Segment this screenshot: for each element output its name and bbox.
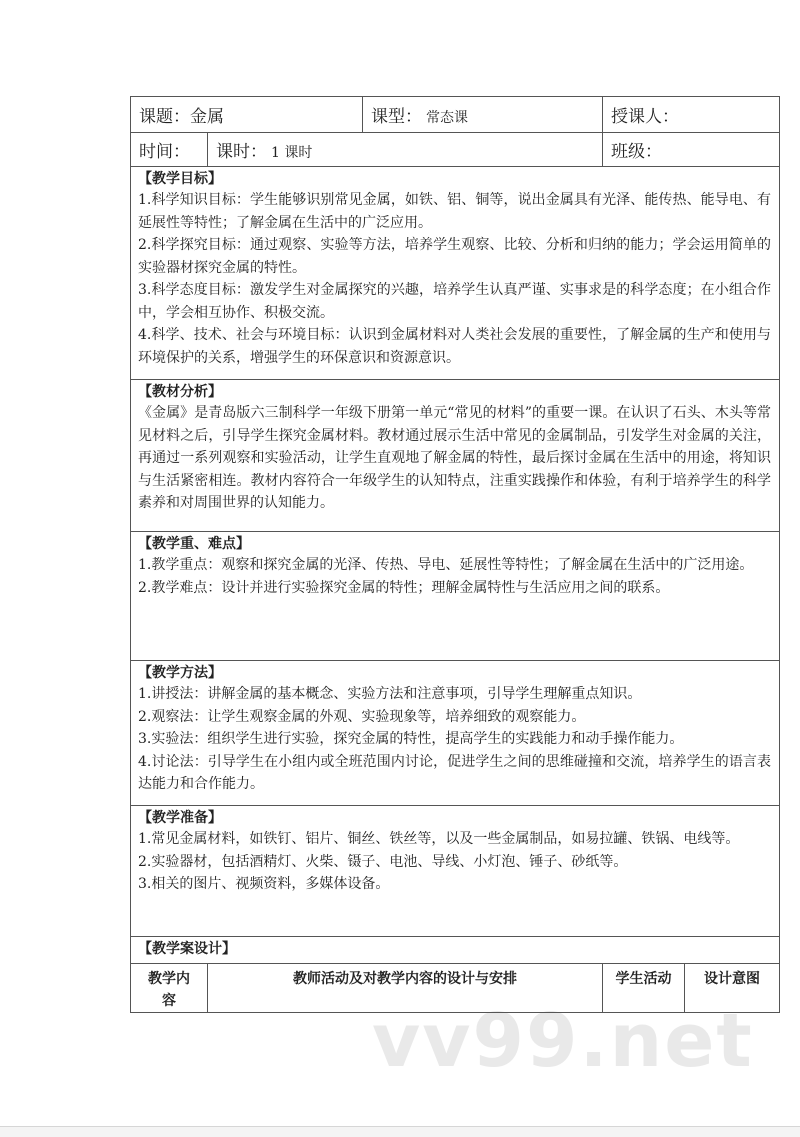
teacher-cell bbox=[603, 97, 780, 133]
preparation-title: 【教学准备】 bbox=[138, 810, 222, 826]
goals-line-4: 4.科学、技术、社会与环境目标：认识到金属材料对人类社会发展的重要性，了解金属的生产和使用与环境保护的关系，增强学生的环保意识和资源意识。 bbox=[138, 327, 771, 366]
period-value: 1 课时 bbox=[271, 145, 313, 161]
topic-value: 金属 bbox=[190, 107, 224, 127]
methods-line-1: 1.讲授法：讲解金属的基本概念、实验方法和注意事项，引导学生理解重点知识。 bbox=[138, 686, 642, 702]
design-title: 【教学案设计】 bbox=[138, 941, 236, 957]
methods-line-4: 4.讨论法：引导学生在小组内或全班范围内讨论，促进学生之间的思维碰撞和交流，培养学生的语言表达能力和合作能力。 bbox=[138, 753, 771, 792]
class-label: 班级： bbox=[611, 142, 662, 162]
goals-line-2: 2.科学探究目标：通过观察、实验等方法，培养学生观察、比较、分析和归纳的能力；学会运用简单的实验器材探究金属的特性。 bbox=[138, 237, 771, 276]
goals-line-3: 3.科学态度目标：激发学生对金属探究的兴趣，培养学生认真严谨、实事求是的科学态度；在小组合作中，学会相互协作、积极交流。 bbox=[138, 282, 771, 321]
section-preparation bbox=[131, 806, 780, 937]
keypoints-cell bbox=[131, 532, 780, 661]
type-cell bbox=[363, 97, 603, 133]
goals-title: 【教学目标】 bbox=[138, 171, 222, 187]
type-label: 课型： bbox=[371, 107, 422, 127]
section-design bbox=[131, 937, 780, 964]
period-cell bbox=[208, 133, 603, 167]
methods-title: 【教学方法】 bbox=[138, 665, 222, 681]
goals-line-1: 1.科学知识目标：学生能够识别常见金属，如铁、铝、铜等，说出金属具有光泽、能传热、能导电、有延展性等特性；了解金属在生活中的广泛应用。 bbox=[138, 192, 771, 231]
preparation-line-1: 1.常见金属材料，如铁钉、铝片、铜丝、铁丝等，以及一些金属制品，如易拉罐、铁锅、电线等。 bbox=[138, 831, 740, 847]
time-label: 时间： bbox=[139, 142, 190, 162]
col-intent-header: 设计意图 bbox=[685, 964, 780, 1013]
section-goals bbox=[131, 167, 780, 380]
class-cell bbox=[603, 133, 780, 167]
col-content-header bbox=[131, 964, 208, 1013]
section-material bbox=[131, 380, 780, 532]
col-content-line-2: 容 bbox=[162, 993, 176, 1009]
header-row-2 bbox=[131, 133, 780, 167]
methods-line-3: 3.实验法：组织学生进行实验，探究金属的特性，提高学生的实践能力和动手操作能力。 bbox=[138, 731, 684, 747]
keypoints-line-2: 2.教学难点：设计并进行实验探究金属的特性；理解金属特性与生活应用之间的联系。 bbox=[138, 579, 670, 596]
material-cell bbox=[131, 380, 780, 532]
topic-label: 课题： bbox=[139, 107, 190, 127]
header-row-1 bbox=[131, 97, 780, 133]
material-text: 《金属》是青岛版六三制科学一年级下册第一单元“常见的材料”的重要一课。在认识了石头、木头等常见材料之后，引导学生探究金属材料。教材通过展示生活中常见的金属制品，引发学生对金属的关注，再通过一系列观察和实验活动，让学生直观地了解金属的特性，最后探讨金属在生活中的用途，将知识与生活紧密相连。教材内容符合一年级学生的认知特点，注重实践操作和体验，有利于培养学生的科学素养和对周围世界的认知能力。 bbox=[138, 405, 771, 511]
preparation-line-2: 2.实验器材，包括酒精灯、火柴、镊子、电池、导线、小灯泡、锤子、砂纸等。 bbox=[138, 853, 628, 870]
page-edge-strip bbox=[0, 1127, 800, 1137]
preparation-line-3: 3.相关的图片、视频资料，多媒体设备。 bbox=[138, 876, 390, 892]
section-keypoints bbox=[131, 532, 780, 661]
preparation-cell bbox=[131, 806, 780, 937]
col-content-line-1: 教学内 bbox=[148, 971, 190, 987]
keypoints-line-1: 1.教学重点：观察和探究金属的光泽、传热、导电、延展性等特性；了解金属在生活中的广泛用途。 bbox=[138, 557, 754, 573]
design-header-row bbox=[131, 964, 780, 1013]
topic-cell bbox=[131, 97, 363, 133]
watermark-logo: vv99.net bbox=[372, 998, 754, 1084]
keypoints-title: 【教学重、难点】 bbox=[138, 536, 250, 552]
methods-cell bbox=[131, 661, 780, 806]
section-methods bbox=[131, 661, 780, 806]
col-student-header: 学生活动 bbox=[603, 964, 685, 1013]
col-teacher-header: 教师活动及对教学内容的设计与安排 bbox=[208, 964, 603, 1013]
methods-line-2: 2.观察法：让学生观察金属的外观、实验现象等，培养细致的观察能力。 bbox=[138, 708, 586, 725]
material-title: 【教材分析】 bbox=[138, 384, 222, 400]
period-label: 课时： bbox=[216, 142, 267, 162]
design-cell bbox=[131, 937, 780, 964]
teacher-label: 授课人： bbox=[611, 107, 679, 127]
lesson-plan-table bbox=[130, 96, 780, 1013]
goals-cell bbox=[131, 167, 780, 380]
time-cell bbox=[131, 133, 208, 167]
type-value: 常态课 bbox=[426, 110, 468, 126]
